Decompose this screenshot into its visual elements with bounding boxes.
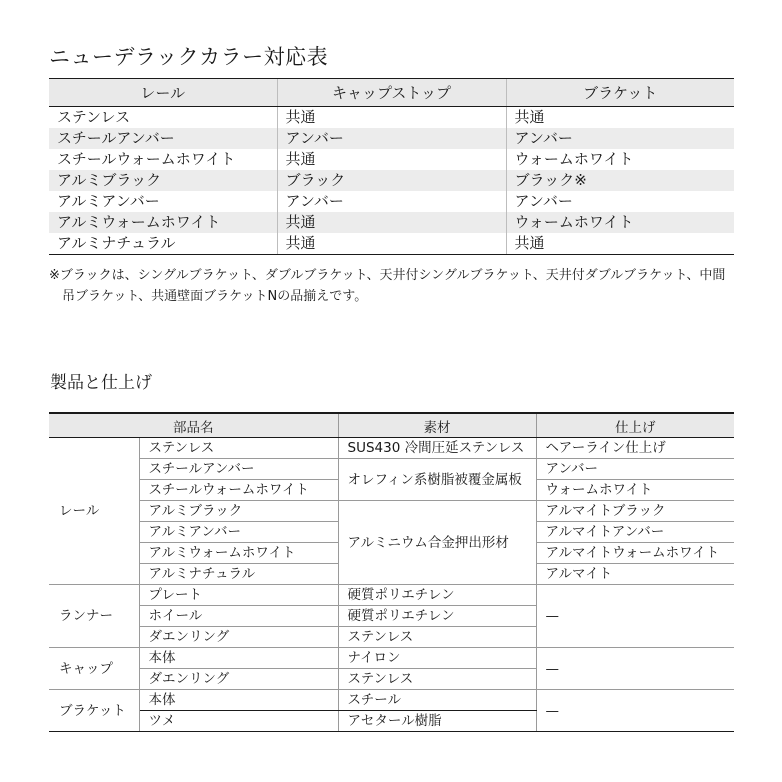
material-cell: ステンレス: [338, 627, 536, 648]
material-cell: SUS430 冷間圧延ステンレス: [338, 438, 536, 459]
rail-cell: スチールアンバー: [49, 128, 277, 149]
material-cell: 硬質ポリエチレン: [338, 585, 536, 606]
table-row: [49, 690, 734, 711]
footnote-line-1: ※ブラックは、シングルブラケット、ダブルブラケット、天井付シングルブラケット、天井付ダブルブラケット、中間: [49, 268, 726, 283]
rail-cell: ステンレス: [57, 108, 131, 126]
finish-cell: ウォームホワイト: [536, 480, 734, 501]
rail-cell: アルミアンバー: [57, 192, 160, 210]
table-row: [49, 438, 734, 459]
column-header-rail: レール: [49, 79, 277, 107]
column-header-part: 部品名: [49, 413, 338, 438]
part-cell: アルミブラック: [139, 501, 338, 522]
material-cell: スチール: [338, 690, 536, 711]
table-row: [49, 648, 734, 669]
part-cell: ダエンリング: [139, 627, 338, 648]
group-runner: ランナー: [49, 585, 139, 648]
part-cell: アルミアンバー: [139, 522, 338, 543]
part-cell: ダエンリング: [139, 669, 338, 690]
finish-cell: アルマイトブラック: [536, 501, 734, 522]
part-cell: スチールウォームホワイト: [139, 480, 338, 501]
rail-cell: スチールウォームホワイト: [57, 150, 236, 168]
material-cell: アセタール樹脂: [338, 711, 536, 732]
bracket-cell: ブラック※: [506, 170, 734, 191]
material-cell: ナイロン: [338, 648, 536, 669]
finish-cell: アルマイトウォームホワイト: [536, 543, 734, 564]
rail-cell: アルミナチュラル: [49, 233, 277, 255]
table-row: [49, 149, 734, 170]
table-header-row: [49, 413, 734, 438]
part-cell: アルミウォームホワイト: [139, 543, 338, 564]
table-row: [49, 585, 734, 606]
capstop-cell: 共通: [277, 107, 506, 129]
part-cell: 本体: [139, 648, 338, 669]
bracket-cell: 共通: [506, 107, 734, 129]
bracket-cell: ウォームホワイト: [506, 212, 734, 233]
capstop-cell: 共通: [277, 149, 506, 170]
part-cell: アルミナチュラル: [139, 564, 338, 585]
finish-cell: —: [536, 585, 734, 648]
footnote-line-2: 吊ブラケット、共通壁面ブラケットNの品揃えです。: [62, 289, 368, 304]
material-cell: オレフィン系樹脂被覆金属板: [338, 459, 536, 501]
finish-cell: ヘアーライン仕上げ: [536, 438, 734, 459]
color-compatibility-table: [49, 78, 734, 255]
column-header-finish: 仕上げ: [536, 413, 734, 438]
table-row: [49, 170, 734, 191]
page-title: ニューデラックカラー対応表: [49, 45, 329, 69]
part-cell: プレート: [139, 585, 338, 606]
table-row: [49, 212, 734, 233]
table-header-row: [49, 79, 734, 107]
group-bracket: ブラケット: [49, 690, 139, 732]
bracket-cell: アンバー: [506, 191, 734, 212]
finish-cell: —: [536, 690, 734, 732]
group-cap: キャップ: [49, 648, 139, 690]
footnote: [49, 265, 739, 307]
material-cell: ステンレス: [338, 669, 536, 690]
part-cell: スチールアンバー: [139, 459, 338, 480]
material-cell: アルミニウム合金押出形材: [338, 501, 536, 585]
rail-cell: アルミウォームホワイト: [49, 212, 277, 233]
table-row: [49, 128, 734, 149]
bracket-cell: ウォームホワイト: [506, 149, 734, 170]
part-cell: 本体: [139, 690, 338, 711]
table-row: [49, 501, 734, 522]
capstop-cell: アンバー: [277, 128, 506, 149]
rail-cell: アルミブラック: [49, 170, 277, 191]
table-row: [49, 191, 734, 212]
material-cell: 硬質ポリエチレン: [338, 606, 536, 627]
column-header-material: 素材: [338, 413, 536, 438]
finish-cell: アンバー: [536, 459, 734, 480]
bracket-cell: アンバー: [506, 128, 734, 149]
capstop-cell: 共通: [277, 212, 506, 233]
finish-cell: —: [536, 648, 734, 690]
part-cell: ツメ: [139, 711, 338, 732]
part-cell: ホイール: [139, 606, 338, 627]
table-row: [49, 459, 734, 480]
table-row: [49, 107, 734, 129]
capstop-cell: アンバー: [277, 191, 506, 212]
finish-cell: アルマイトアンバー: [536, 522, 734, 543]
finish-cell: アルマイト: [536, 564, 734, 585]
column-header-capstop: キャップストップ: [277, 79, 506, 107]
column-header-bracket: ブラケット: [506, 79, 734, 107]
capstop-cell: ブラック: [277, 170, 506, 191]
bracket-cell: 共通: [506, 233, 734, 255]
section-title: 製品と仕上げ: [50, 373, 152, 393]
capstop-cell: 共通: [277, 233, 506, 255]
part-cell: ステンレス: [139, 438, 338, 459]
group-rail: レール: [49, 438, 139, 585]
table-row: [49, 233, 734, 255]
product-finish-table: [49, 412, 734, 732]
